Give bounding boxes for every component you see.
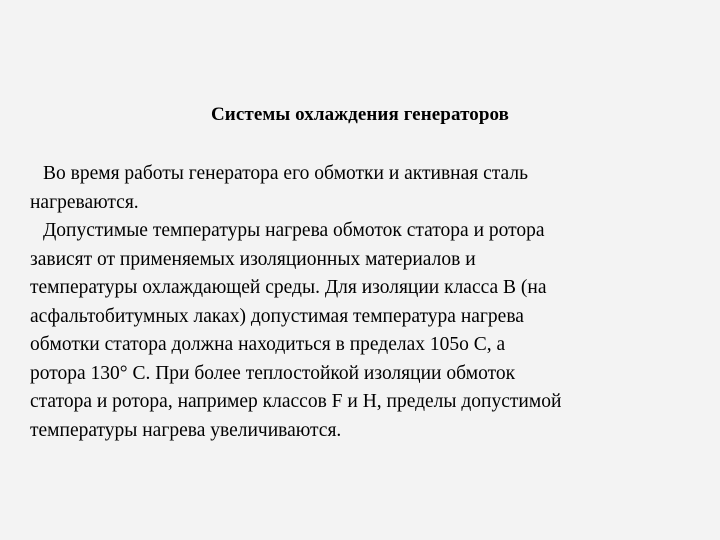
- body-line: температуры нагрева увеличиваются.: [30, 419, 342, 441]
- body-line: Допустимые температуры нагрева обмоток статора и ротора: [43, 220, 545, 241]
- body-line: статора и ротора, например классов F и Н, пределы допустимой: [30, 391, 562, 412]
- body-line: обмотки статора должна находиться в пределах 105о С, а: [30, 334, 506, 355]
- body-line: асфальтобитумных лаках) допустимая температура нагрева: [30, 305, 524, 327]
- slide-title: Системы охлаждения генераторов: [210, 104, 510, 125]
- slide-body: [30, 160, 698, 445]
- body-line: температуры охлаждающей среды. Для изоляции класса В (на: [30, 277, 547, 298]
- body-line: зависят от применяемых изоляционных материалов и: [30, 248, 476, 270]
- body-line: нагреваются.: [30, 191, 139, 213]
- body-line: ротора 130° С. При более теплостойкой изоляции обмоток: [30, 362, 516, 384]
- body-line: Во время работы генератора его обмотки и активная сталь: [43, 163, 528, 184]
